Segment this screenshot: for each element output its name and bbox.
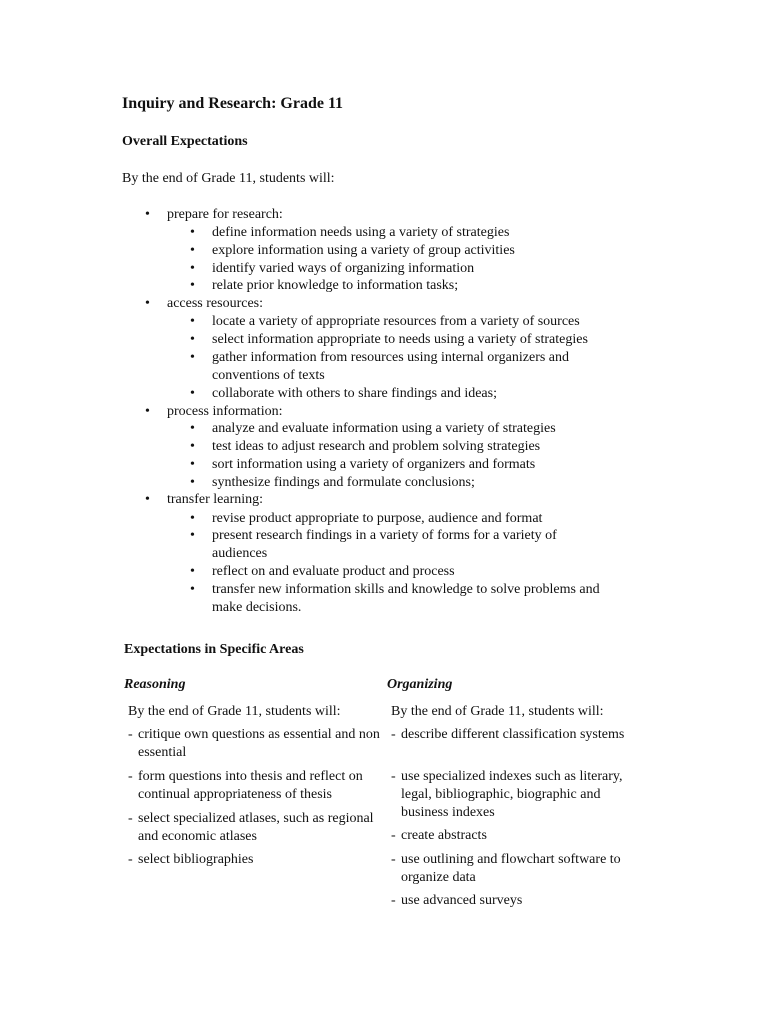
list-item: analyze and evaluate information using a variety of strategies [212,421,556,436]
bullet-icon: • [190,528,195,543]
list-item: transfer new information skills and knowledge to solve problems and [212,582,600,597]
overall-expectations-heading: Overall Expectations [122,134,248,149]
bullet-icon: • [190,582,195,597]
bullet-icon: • [145,404,150,419]
list-item: synthesize findings and formulate conclusions; [212,475,475,490]
list-item: reflect on and evaluate product and process [212,564,455,579]
list-item: identify varied ways of organizing information [212,261,475,276]
list-item-continuation: audiences [212,546,268,561]
bullet-icon: • [145,296,150,311]
organizing-item-text: use advanced surveys [401,893,523,908]
dash-marker: - [391,893,396,908]
list-item: present research findings in a variety of forms for a variety of [212,528,557,543]
group-label: access resources: [167,296,264,311]
organizing-item-text: use outlining and flowchart software to organize data [401,852,621,885]
organizing-heading: Organizing [387,677,453,692]
dash-marker: - [128,811,133,826]
list-item: explore information using a variety of group activities [212,243,515,258]
reasoning-item-text: form questions into thesis and reflect on continual appropriateness of thesis [138,769,363,802]
organizing-item-text: describe different classification systems [401,727,625,742]
list-item-continuation: make decisions. [212,600,302,615]
organizing-item-text: create abstracts [401,828,487,843]
bullet-icon: • [190,332,195,347]
reasoning-item-text: select bibliographies [138,852,254,867]
organizing-item-text: use specialized indexes such as literary, legal, bibliographic, biographic and business indexes [401,769,623,820]
group-label: prepare for research: [167,207,283,222]
list-item: relate prior knowledge to information tasks; [212,278,459,293]
bullet-icon: • [190,421,195,436]
bullet-icon: • [190,457,195,472]
dash-marker: - [391,769,396,784]
bullet-icon: • [190,278,195,293]
dash-marker: - [391,828,396,843]
specific-areas-heading: Expectations in Specific Areas [124,642,304,657]
reasoning-intro: By the end of Grade 11, students will: [128,704,341,719]
page-title: Inquiry and Research: Grade 11 [122,95,344,112]
dash-marker: - [128,769,133,784]
reasoning-item-text: critique own questions as essential and non essential [138,727,380,760]
bullet-icon: • [190,243,195,258]
list-item: define information needs using a variety of strategies [212,225,510,240]
bullet-icon: • [190,261,195,276]
bullet-icon: • [190,350,195,365]
bullet-icon: • [190,314,195,329]
reasoning-item-text: select specialized atlases, such as regional and economic atlases [138,811,374,844]
dash-marker: - [128,852,133,867]
list-item: collaborate with others to share findings and ideas; [212,386,497,401]
group-label: transfer learning: [167,492,264,507]
overall-intro: By the end of Grade 11, students will: [122,171,335,186]
bullet-icon: • [190,511,195,526]
list-item-continuation: conventions of texts [212,368,325,383]
organizing-intro: By the end of Grade 11, students will: [391,704,604,719]
bullet-icon: • [190,564,195,579]
list-item: select information appropriate to needs using a variety of strategies [212,332,588,347]
bullet-icon: • [190,225,195,240]
list-item: revise product appropriate to purpose, audience and format [212,511,543,526]
dash-marker: - [128,727,133,742]
group-label: process information: [167,404,283,419]
list-item: gather information from resources using internal organizers and [212,350,570,365]
list-item: locate a variety of appropriate resources from a variety of sources [212,314,580,329]
list-item: sort information using a variety of organizers and formats [212,457,536,472]
bullet-icon: • [190,475,195,490]
bullet-icon: • [190,439,195,454]
bullet-icon: • [190,386,195,401]
bullet-icon: • [145,207,150,222]
bullet-icon: • [145,492,150,507]
list-item: test ideas to adjust research and problem solving strategies [212,439,541,454]
dash-marker: - [391,727,396,742]
reasoning-heading: Reasoning [124,677,186,692]
dash-marker: - [391,852,396,867]
